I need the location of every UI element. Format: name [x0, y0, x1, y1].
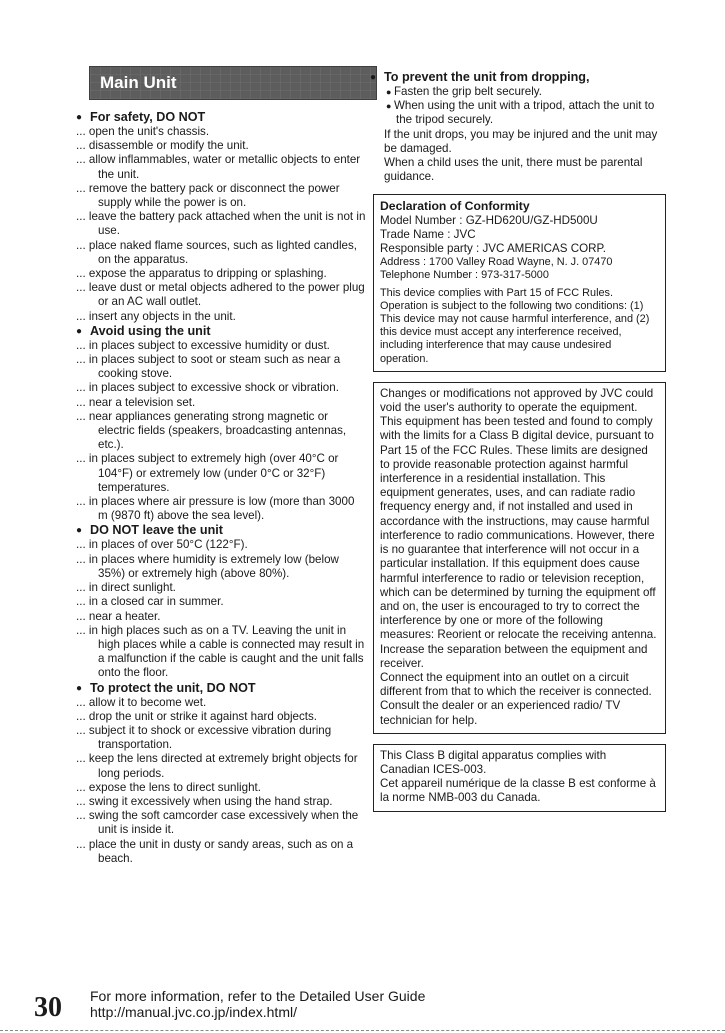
- protect-item: ... keep the lens directed at extremely bright objects for long periods.: [76, 752, 366, 780]
- protect-heading: ● To protect the unit, DO NOT: [76, 681, 366, 696]
- footer-guide-line: For more information, refer to the Detailed User Guide: [90, 988, 426, 1004]
- safety-item: ... remove the battery pack or disconnect the power supply while the power is on.: [76, 182, 366, 210]
- drop-heading: ● To prevent the unit from dropping,: [370, 70, 666, 85]
- safety-item: ... disassemble or modify the unit.: [76, 139, 366, 153]
- leave-heading: ● DO NOT leave the unit: [76, 523, 366, 538]
- safety-section: [76, 110, 366, 324]
- protect-section: [76, 681, 366, 866]
- safety-item: ... leave dust or metal objects adhered to the power plug or an AC wall outlet.: [76, 281, 366, 309]
- changes-box: [373, 382, 666, 734]
- left-column: [76, 66, 366, 866]
- safety-item: ... open the unit's chassis.: [76, 125, 366, 139]
- leave-item: ... in places where humidity is extremely low (below 35%) or extremely high (above 80%).: [76, 553, 366, 581]
- avoid-item: ... in places subject to excessive shock or vibration.: [76, 381, 366, 395]
- protect-item: ... expose the lens to direct sunlight.: [76, 781, 366, 795]
- safety-heading: ● For safety, DO NOT: [76, 110, 366, 125]
- avoid-item: ... in places subject to extremely high (over 40°C or 104°F) or extremely low (under 0°C or 32°F) temperatures.: [76, 452, 366, 495]
- bottom-divider: [0, 1030, 725, 1031]
- canada-english: This Class B digital apparatus complies with Canadian ICES-003.: [380, 748, 607, 776]
- footer-text: [90, 988, 425, 1020]
- avoid-item: ... in places where air pressure is low (more than 3000 m (9870 ft) above the sea level).: [76, 495, 366, 523]
- drop-section: [370, 70, 666, 184]
- section-title: Main Unit: [100, 73, 177, 92]
- protect-item: ... drop the unit or strike it against hard objects.: [76, 710, 366, 724]
- protect-item: ... swing the soft camcorder case excessively when the unit is inside it.: [76, 809, 366, 837]
- safety-item: ... place naked flame sources, such as lighted candles, on the apparatus.: [76, 239, 366, 267]
- page-number: 30: [34, 992, 62, 1023]
- leave-section: [76, 523, 366, 680]
- section-header-banner: [89, 66, 377, 100]
- drop-paragraph: When a child uses the unit, there must be parental guidance.: [384, 156, 643, 184]
- avoid-item: ... in places subject to soot or steam such as near a cooking stove.: [76, 353, 366, 381]
- drop-bullet: ● Fasten the grip belt securely.: [370, 85, 666, 99]
- leave-item: ... in places of over 50°C (122°F).: [76, 538, 366, 552]
- safety-item: ... allow inflammables, water or metallic objects to enter the unit.: [76, 153, 366, 181]
- trade-name: Trade Name : JVC: [380, 227, 476, 241]
- canada-french: Cet appareil numérique de la classe B est conforme à la norme NMB-003 du Canada.: [380, 777, 656, 805]
- safety-item: ... leave the battery pack attached when the unit is not in use.: [76, 210, 366, 238]
- fcc-statement: This device complies with Part 15 of FCC Rules. Operation is subject to the following two conditions: (1) This device may not cause harmful interference, and (2) this device must accept any interference received, including interference that may cause undesired operation.: [380, 286, 650, 365]
- protect-item: ... allow it to become wet.: [76, 696, 366, 710]
- leave-item: ... in high places such as on a TV. Leaving the unit in high places while a cable is connected may result in a malfunction if the cable is caught and the unit falls onto the floor.: [76, 624, 366, 681]
- changes-paragraph: Consult the dealer or an experienced radio/ TV technician for help.: [380, 699, 621, 727]
- leave-item: ... in direct sunlight.: [76, 581, 366, 595]
- protect-item: ... subject it to shock or excessive vibration during transportation.: [76, 724, 366, 752]
- protect-item: ... swing it excessively when using the hand strap.: [76, 795, 366, 809]
- footer-url[interactable]: http://manual.jvc.co.jp/index.html/: [90, 1004, 297, 1020]
- conformity-box: [373, 194, 666, 371]
- protect-item: ... place the unit in dusty or sandy areas, such as on a beach.: [76, 838, 366, 866]
- leave-item: ... near a heater.: [76, 610, 366, 624]
- telephone: Telephone Number : 973-317-5000: [380, 269, 549, 282]
- avoid-section: [76, 324, 366, 524]
- leave-item: ... in a closed car in summer.: [76, 595, 366, 609]
- address: Address : 1700 Valley Road Wayne, N. J. 07470: [380, 256, 613, 269]
- avoid-heading: ● Avoid using the unit: [76, 324, 366, 339]
- avoid-item: ... in places subject to excessive humidity or dust.: [76, 339, 366, 353]
- avoid-item: ... near appliances generating strong magnetic or electric fields (speakers, broadcasting antennas, etc.).: [76, 410, 366, 453]
- drop-bullet: ● When using the unit with a tripod, attach the unit to the tripod securely.: [370, 99, 666, 127]
- safety-item: ... expose the apparatus to dripping or splashing.: [76, 267, 366, 281]
- drop-paragraph: If the unit drops, you may be injured and the unit may be damaged.: [384, 127, 658, 155]
- model-number: Model Number : GZ-HD620U/GZ-HD500U: [380, 213, 598, 227]
- safety-item: ... insert any objects in the unit.: [76, 310, 366, 324]
- conformity-title: Declaration of Conformity: [380, 199, 530, 214]
- responsible-party: Responsible party : JVC AMERICAS CORP.: [380, 242, 606, 256]
- canada-box: [373, 744, 666, 812]
- avoid-item: ... near a television set.: [76, 396, 366, 410]
- changes-paragraph: Connect the equipment into an outlet on a circuit different from that to which the receiver is connected.: [380, 670, 652, 699]
- changes-paragraph: Changes or modifications not approved by JVC could void the user's authority to operate the equipment. This equipment has been tested and found to comply with the limits for a Class B digital device, pursuant to Part 15 of the FCC Rules. These limits are designed to provide reasonable protection against harmful interference in a residential installation. This equipment generates, uses, and can radiate radio frequency energy and, if not installed and used in accordance with the instructions, may cause harmful interference to radio communications. However, there is no guarantee that interference will not occur in a particular installation. If this equipment does cause harmful interference to radio or television reception, which can be determined by turning the equipment off and on, the user is encouraged to try to correct the interference by one or more of the following measures: Reorient or relocate the receiving antenna. Increase the separation between the equipment and receiver.: [380, 386, 657, 670]
- right-column: [370, 70, 666, 812]
